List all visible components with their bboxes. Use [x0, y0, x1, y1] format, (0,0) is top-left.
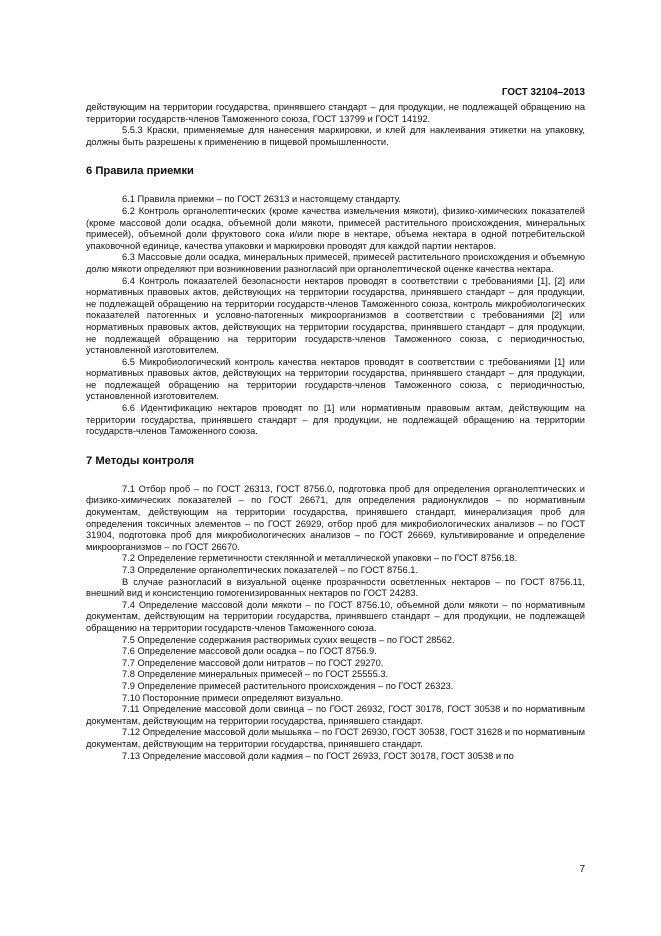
paragraph-7-11: 7.11 Определение массовой доли свинца – по ГОСТ 26932, ГОСТ 30178, ГОСТ 30538 и по нормативным документам, действующим на территории государства, принявшего стандарт.	[86, 704, 585, 726]
paragraph-6-5: 6.5 Микробиологический контроль качества нектаров проводят в соответствии с требованиями [1] или нормативных правовых актов, действующих на территории государства, принявшего стандарт – для продукции, не подлежащей обращению на территории государств-членов Таможенного союза, с периодичностью, установленной изготовителем.	[86, 356, 585, 402]
page-content	[86, 102, 585, 762]
paragraph-7-2: 7.2 Определение герметичности стеклянной и металлической упаковки – по ГОСТ 8756.18.	[122, 553, 518, 564]
paragraph-6-2: 6.2 Контроль органолептических (кроме качества измельчения мякоти), физико-химических показателей (кроме массовой доли осадка, объемной доли мякоти, примесей растительного происхождения, минеральных примесей), объемной доли фруктового сока и/или пюре в нектаре, объема нектара в одной потребительской упаковочной единице, качества упаковки и маркировки проводят для каждой партии нектаров.	[86, 205, 585, 251]
section-7-title: 7 Методы контроля	[86, 454, 195, 467]
paragraph-7-10: 7.10 Посторонние примеси определяют визуально.	[122, 692, 344, 703]
paragraph-continuation: действующим на территории государства, принявшего стандарт – для продукции, не подлежащей обращению на территории государств-членов Таможенного союза, ГОСТ 13799 и ГОСТ 14192.	[86, 102, 585, 124]
paragraph-7-4: 7.4 Определение массовой доли мякоти – по ГОСТ 8756.10, объемной доли мякоти – по нормативным документам, действующим на территории государства, принявшего стандарт – для продукции, не подлежащей обращению на территории государств-членов Таможенного союза.	[86, 599, 585, 633]
paragraph-7-13: 7.13 Определение массовой доли кадмия – по ГОСТ 26933, ГОСТ 30178, ГОСТ 30538 и по	[122, 750, 514, 761]
paragraph-6-4: 6.4 Контроль показателей безопасности нектаров проводят в соответствии с требованиями [1], [2] или нормативных правовых актов, действующих на территории государства, принявшего стандарт – для продукции, не подлежащей обращению на территории государств-членов Таможенного союза, контроль микробиологических показателей патогенных и условно-патогенных микроорганизмов в соответствии с требованиями [2] или нормативных правовых актов, действующих на территории государства, принявшего стандарт – для продукции, не подлежащей обращению на территории государств-членов Таможенного союза, с периодичностью, установленной изготовителем.	[86, 275, 585, 356]
paragraph-7-8: 7.8 Определение минеральных примесей – по ГОСТ 25555.3.	[122, 669, 389, 680]
paragraph-7-9: 7.9 Определение примесей растительного происхождения – по ГОСТ 26323.	[122, 680, 454, 691]
paragraph-7-3-dispute: В случае разногласий в визуальной оценке прозрачности осветленных нектаров – по ГОСТ 8756.11, внешний вид и консистенцию гомогенизированных нектаров по ГОСТ 24283.	[86, 576, 585, 599]
paragraph-7-5: 7.5 Определение содержания растворимых сухих веществ – по ГОСТ 28562.	[122, 634, 455, 645]
paragraph-6-6: 6.6 Идентификацию нектаров проводят по [1] или нормативным правовым актам, действующим на территории государства, принявшего стандарт – для продукции, не подлежащей обращению на территории государств-членов Таможенного союза.	[86, 403, 585, 437]
paragraph-6-1: 6.1 Правила приемки – по ГОСТ 26313 и настоящему стандарту.	[122, 194, 401, 205]
paragraph-7-6: 7.6 Определение массовой доли осадка – по ГОСТ 8756.9.	[122, 646, 377, 657]
page-number: 7	[579, 864, 585, 875]
standard-code-header: ГОСТ 32104–2013	[501, 87, 585, 98]
paragraph-7-3: 7.3 Определение органолептических показателей – по ГОСТ 8756.1.	[122, 565, 419, 575]
paragraph-5-5-3: 5.5.3 Краски, применяемые для нанесения маркировки, и клей для наклеивания этикетки на упаковку, должны быть разрешены к применению в пищевой промышленности.	[86, 125, 585, 147]
paragraph-6-3: 6.3 Массовые доли осадка, минеральных примесей, примесей растительного происхождения и объемную долю мякоти определяют при возникновении разногласий при органолептической оценке качества нектара.	[86, 252, 585, 274]
paragraph-7-12: 7.12 Определение массовой доли мышьяка – по ГОСТ 26930, ГОСТ 30538, ГОСТ 31628 и по нормативным документам, действующим на территории государства, принявшего стандарт.	[86, 727, 585, 749]
paragraph-7-7: 7.7 Определение массовой доли нитратов – по ГОСТ 29270.	[122, 657, 384, 668]
section-6-title: 6 Правила приемки	[86, 165, 194, 178]
paragraph-7-1: 7.1 Отбор проб – по ГОСТ 26313, ГОСТ 8756.0, подготовка проб для определения органолептических и физико-химических показателей – по ГОСТ 26671, для определения радионуклидов – по нормативным документам, действующим на территории государства, принявшего стандарт, минерализация проб для определения токсичных элементов – по ГОСТ 26929, отбор проб для микробиологических анализов – по ГОСТ 31904, подготовка проб для микробиологических анализов – по ГОСТ 26669, культивирование и определение микроорганизмов – по ГОСТ 26670.	[86, 483, 585, 552]
